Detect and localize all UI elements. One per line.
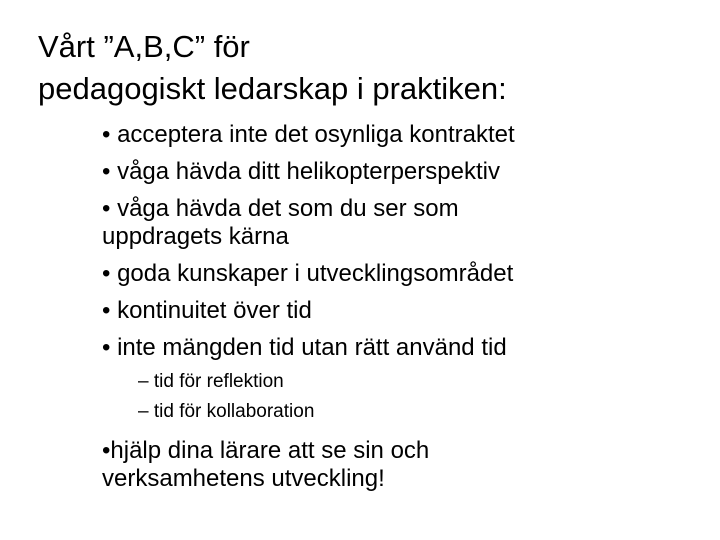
sub-bullet-item: – tid för kollaboration bbox=[138, 401, 315, 422]
slide-title bbox=[38, 26, 698, 110]
final-bullet-line-2: verksamhetens utveckling! bbox=[102, 465, 385, 492]
bullet-item-line-2: uppdragets kärna bbox=[102, 223, 289, 250]
bullet-item-line-1: • våga hävda det som du ser som bbox=[102, 195, 459, 222]
bullet-item: • acceptera inte det osynliga kontraktet bbox=[102, 121, 515, 148]
final-bullet-line-1: •hjälp dina lärare att se sin och bbox=[102, 437, 430, 464]
title-line-1: Vårt ”A,B,C” för bbox=[38, 29, 250, 64]
final-bullet-item bbox=[102, 437, 702, 493]
bullet-item: • inte mängden tid utan rätt använd tid bbox=[102, 334, 507, 361]
sub-bullet-list bbox=[102, 371, 702, 423]
bullet-item bbox=[102, 195, 702, 251]
sub-bullet-item: – tid för reflektion bbox=[138, 371, 284, 392]
bullet-item: • goda kunskaper i utvecklingsområdet bbox=[102, 260, 514, 287]
bullet-list bbox=[102, 121, 702, 502]
bullet-item: • våga hävda ditt helikopterperspektiv bbox=[102, 158, 500, 185]
sub-bullet-group bbox=[102, 371, 702, 423]
bullet-item: • kontinuitet över tid bbox=[102, 297, 312, 324]
title-line-2: pedagogiskt ledarskap i praktiken: bbox=[38, 71, 507, 106]
